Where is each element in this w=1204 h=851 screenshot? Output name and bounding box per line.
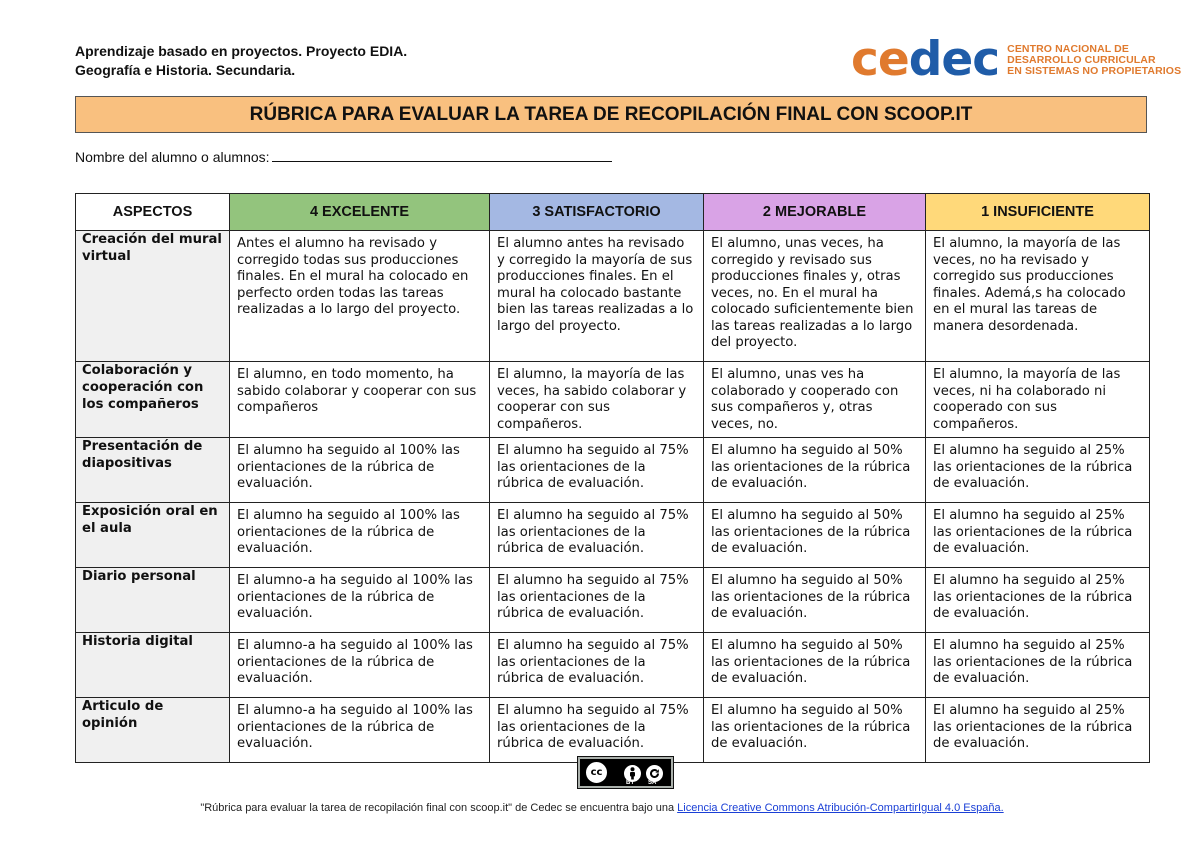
logo-tag-line-3: EN SISTEMAS NO PROPIETARIOS bbox=[1007, 64, 1182, 77]
aspect-label: Creación del mural virtual bbox=[76, 231, 230, 362]
criterion-cell: El alumno, unas ves ha colaborado y cooperado con sus compañeros y, otras veces, no. bbox=[704, 362, 926, 438]
criterion-cell: El alumno ha seguido al 25% las orientaciones de la rúbrica de evaluación. bbox=[926, 633, 1150, 698]
criterion-cell: El alumno ha seguido al 50% las orientaciones de la rúbrica de evaluación. bbox=[704, 568, 926, 633]
table-row bbox=[76, 503, 1150, 568]
table-row bbox=[76, 438, 1150, 503]
criterion-cell: El alumno ha seguido al 25% las orientaciones de la rúbrica de evaluación. bbox=[926, 568, 1150, 633]
cedec-logo bbox=[851, 32, 1182, 87]
table-row bbox=[76, 231, 1150, 362]
header-line-2: Geografía e Historia. Secundaria. bbox=[75, 62, 296, 78]
sa-label: SA bbox=[648, 780, 657, 786]
table-row bbox=[76, 362, 1150, 438]
footer-text: "Rúbrica para evaluar la tarea de recopilación final con scoop.it" de Cedec se encuentra bajo una bbox=[200, 802, 678, 814]
header-excelente: 4 EXCELENTE bbox=[230, 194, 490, 231]
aspect-label: Presentación de diapositivas bbox=[76, 438, 230, 503]
cc-badge-inner bbox=[580, 759, 671, 786]
header-aspects: ASPECTOS bbox=[76, 194, 230, 231]
cc-by-sa-badge bbox=[577, 756, 674, 789]
student-name-blank bbox=[272, 147, 612, 162]
logo-word bbox=[851, 32, 1000, 87]
criterion-cell: El alumno ha seguido al 75% las orientaciones de la rúbrica de evaluación. bbox=[490, 633, 704, 698]
header-line-1: Aprendizaje basado en proyectos. Proyecto EDIA. bbox=[75, 43, 408, 59]
criterion-cell: El alumno, la mayoría de las veces, ha sabido colaborar y cooperar con sus compañeros. bbox=[490, 362, 704, 438]
table-row bbox=[76, 633, 1150, 698]
criterion-cell: El alumno, en todo momento, ha sabido colaborar y cooperar con sus compañeros bbox=[230, 362, 490, 438]
criterion-cell: El alumno-a ha seguido al 100% las orientaciones de la rúbrica de evaluación. bbox=[230, 633, 490, 698]
criterion-cell: El alumno ha seguido al 50% las orientaciones de la rúbrica de evaluación. bbox=[704, 698, 926, 763]
criterion-cell: El alumno, unas veces, ha corregido y revisado sus producciones finales y, otras veces, no. En el mural ha colocado suficientemente bien las tareas realizadas a lo largo del proyecto. bbox=[704, 231, 926, 362]
logo-word-part-1: ce bbox=[851, 32, 909, 87]
rubric-header-row bbox=[76, 194, 1150, 231]
header-insuficiente: 1 INSUFICIENTE bbox=[926, 194, 1150, 231]
aspect-label: Articulo de opinión bbox=[76, 698, 230, 763]
criterion-cell: El alumno ha seguido al 50% las orientaciones de la rúbrica de evaluación. bbox=[704, 503, 926, 568]
student-name-label: Nombre del alumno o alumnos: bbox=[75, 149, 270, 165]
criterion-cell: El alumno ha seguido al 100% las orientaciones de la rúbrica de evaluación. bbox=[230, 438, 490, 503]
criterion-cell: El alumno ha seguido al 25% las orientaciones de la rúbrica de evaluación. bbox=[926, 438, 1150, 503]
header-mejorable: 2 MEJORABLE bbox=[704, 194, 926, 231]
license-footer bbox=[0, 802, 1204, 814]
criterion-cell: El alumno ha seguido al 25% las orientaciones de la rúbrica de evaluación. bbox=[926, 698, 1150, 763]
license-link[interactable]: Licencia Creative Commons Atribución-CompartirIgual 4.0 España. bbox=[677, 802, 1004, 814]
aspect-label: Exposición oral en el aula bbox=[76, 503, 230, 568]
logo-tag-line-2: DESARROLLO CURRICULAR bbox=[1007, 53, 1156, 66]
criterion-cell: El alumno-a ha seguido al 100% las orientaciones de la rúbrica de evaluación. bbox=[230, 698, 490, 763]
aspect-label: Colaboración y cooperación con los compañeros bbox=[76, 362, 230, 438]
cc-icon: cc bbox=[584, 760, 609, 785]
document-header bbox=[75, 42, 407, 80]
criterion-cell: El alumno-a ha seguido al 100% las orientaciones de la rúbrica de evaluación. bbox=[230, 568, 490, 633]
criterion-cell: El alumno ha seguido al 50% las orientaciones de la rúbrica de evaluación. bbox=[704, 438, 926, 503]
aspect-label: Historia digital bbox=[76, 633, 230, 698]
criterion-cell: El alumno ha seguido al 75% las orientaciones de la rúbrica de evaluación. bbox=[490, 568, 704, 633]
criterion-cell: El alumno ha seguido al 75% las orientaciones de la rúbrica de evaluación. bbox=[490, 698, 704, 763]
criterion-cell: El alumno ha seguido al 50% las orientaciones de la rúbrica de evaluación. bbox=[704, 633, 926, 698]
table-row bbox=[76, 568, 1150, 633]
criterion-cell: El alumno ha seguido al 75% las orientaciones de la rúbrica de evaluación. bbox=[490, 438, 704, 503]
logo-word-part-2: dec bbox=[908, 32, 1000, 87]
criterion-cell: Antes el alumno ha revisado y corregido todas sus producciones finales. En el mural ha colocado en perfecto orden todas las tareas realizadas a lo largo del proyecto. bbox=[230, 231, 490, 362]
logo-tagline bbox=[1007, 44, 1181, 77]
criterion-cell: El alumno ha seguido al 75% las orientaciones de la rúbrica de evaluación. bbox=[490, 503, 704, 568]
student-name-line bbox=[75, 147, 612, 165]
criterion-cell: El alumno, la mayoría de las veces, ni ha colaborado ni cooperado con sus compañeros. bbox=[926, 362, 1150, 438]
header-satisfactorio: 3 SATISFACTORIO bbox=[490, 194, 704, 231]
criterion-cell: El alumno antes ha revisado y corregido la mayoría de sus producciones finales. En el mural ha colocado bastante bien las tareas realizadas a lo largo del proyecto. bbox=[490, 231, 704, 362]
by-label: BY bbox=[626, 780, 635, 786]
criterion-cell: El alumno, la mayoría de las veces, no ha revisado y corregido sus producciones finales. Ademá,s ha colocado en el mural las tareas de manera desordenada. bbox=[926, 231, 1150, 362]
logo-tag-line-1: CENTRO NACIONAL DE bbox=[1007, 42, 1129, 55]
rubric-table bbox=[75, 193, 1150, 763]
table-row bbox=[76, 698, 1150, 763]
criterion-cell: El alumno ha seguido al 100% las orientaciones de la rúbrica de evaluación. bbox=[230, 503, 490, 568]
criterion-cell: El alumno ha seguido al 25% las orientaciones de la rúbrica de evaluación. bbox=[926, 503, 1150, 568]
rubric-title: RÚBRICA PARA EVALUAR LA TAREA DE RECOPILACIÓN FINAL CON SCOOP.IT bbox=[75, 96, 1147, 133]
aspect-label: Diario personal bbox=[76, 568, 230, 633]
